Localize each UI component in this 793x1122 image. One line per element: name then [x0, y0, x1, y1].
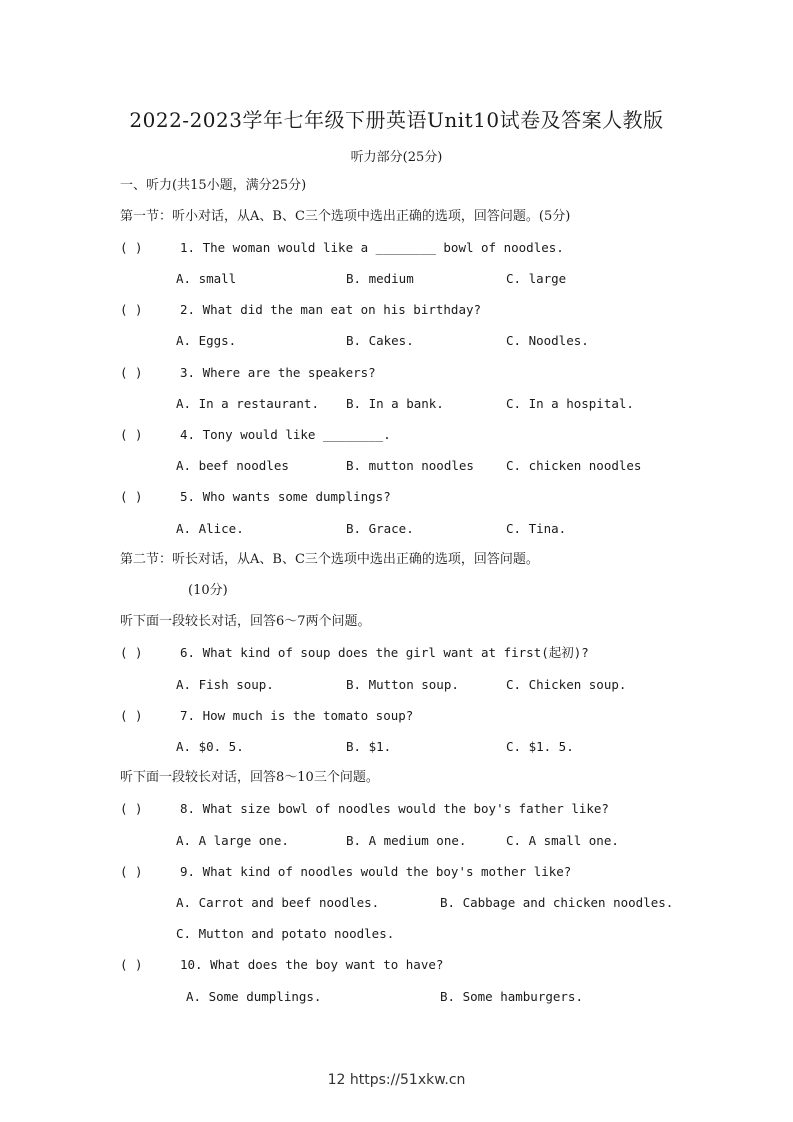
answer-blank: ( ): [120, 240, 143, 255]
answer-blank: ( ): [120, 302, 143, 317]
question-stem: 8. What size bowl of noodles would the boy's father like?: [180, 801, 609, 816]
page-subtitle: 听力部分(25分): [350, 150, 443, 165]
option-c: C. A small one.: [506, 833, 619, 848]
question-7: [120, 708, 413, 724]
question-5: [120, 489, 391, 505]
option-c: C. chicken noodles: [506, 458, 642, 473]
question-4: [120, 427, 391, 443]
option-a: A. In a restaurant.: [176, 396, 319, 411]
answer-blank: ( ): [120, 645, 143, 660]
part-heading: 一、听力(共15小题，满分25分): [120, 178, 307, 193]
option-a: A. Eggs.: [176, 333, 237, 348]
page-title: 2022-2023学年七年级下册英语Unit10试卷及答案人教版: [129, 108, 664, 132]
answer-blank: ( ): [120, 864, 143, 879]
answer-blank: ( ): [120, 708, 143, 723]
option-c: C. large: [506, 271, 567, 286]
question-6: [120, 645, 589, 661]
dialog-intro: 听下面一段较长对话，回答8～10三个问题。: [120, 770, 379, 785]
question-2: [120, 302, 481, 318]
answer-blank: ( ): [120, 489, 143, 504]
option-a: A. Alice.: [176, 521, 244, 536]
option-a: A. A large one.: [176, 833, 289, 848]
option-a: A. $0. 5.: [176, 739, 244, 754]
option-a: A. Some dumplings.: [186, 989, 322, 1004]
dialog-intro: 听下面一段较长对话，回答6～7两个问题。: [120, 614, 371, 629]
question-8: [120, 801, 609, 817]
question-stem: 7. How much is the tomato soup?: [180, 708, 414, 723]
answer-blank: ( ): [120, 365, 143, 380]
option-c: C. In a hospital.: [506, 396, 634, 411]
question-10: [120, 957, 443, 973]
question-stem: 10. What does the boy want to have?: [180, 957, 444, 972]
question-3: [120, 365, 376, 381]
option-c: C. Chicken soup.: [506, 677, 627, 692]
option-b: B. A medium one.: [346, 833, 467, 848]
question-stem: 4. Tony would like ________.: [180, 427, 391, 442]
option-c: C. Tina.: [506, 521, 567, 536]
question-stem: 1. The woman would like a ________ bowl of noodles.: [180, 240, 564, 255]
option-a: A. beef noodles: [176, 458, 289, 473]
option-a: A. small: [176, 271, 237, 286]
question-stem: 5. Who wants some dumplings?: [180, 489, 391, 504]
option-b: B. Some hamburgers.: [440, 989, 583, 1004]
option-b: B. Grace.: [346, 521, 414, 536]
section2-heading: 第二节：听长对话，从A、B、C三个选项中选出正确的选项，回答问题。: [120, 552, 539, 567]
option-b: B. In a bank.: [346, 396, 444, 411]
question-stem: 9. What kind of noodles would the boy's mother like?: [180, 864, 572, 879]
question-1: [120, 240, 564, 256]
question-9: [120, 864, 571, 880]
question-stem: 3. Where are the speakers?: [180, 365, 376, 380]
answer-blank: ( ): [120, 427, 143, 442]
option-b: B. Mutton soup.: [346, 677, 459, 692]
option-b: B. $1.: [346, 739, 392, 754]
section2-points: (10分): [188, 583, 228, 598]
page-footer: 12 https://51xkw.cn: [327, 1072, 466, 1088]
section1-heading: 第一节：听小对话，从A、B、C三个选项中选出正确的选项，回答问题。(5分): [120, 209, 571, 224]
option-c: C. Noodles.: [506, 333, 589, 348]
option-c: C. $1. 5.: [506, 739, 574, 754]
option-a: A. Fish soup.: [176, 677, 274, 692]
answer-blank: ( ): [120, 957, 143, 972]
question-stem: 2. What did the man eat on his birthday?: [180, 302, 482, 317]
answer-blank: ( ): [120, 801, 143, 816]
question-stem: 6. What kind of soup does the girl want at first(起初)?: [180, 645, 589, 660]
option-a: A. Carrot and beef noodles.: [176, 895, 380, 910]
option-b: B. medium: [346, 271, 414, 286]
option-b: B. Cakes.: [346, 333, 414, 348]
option-b: B. mutton noodles: [346, 458, 474, 473]
option-b: B. Cabbage and chicken noodles.: [440, 895, 674, 910]
option-c: C. Mutton and potato noodles.: [176, 926, 395, 941]
